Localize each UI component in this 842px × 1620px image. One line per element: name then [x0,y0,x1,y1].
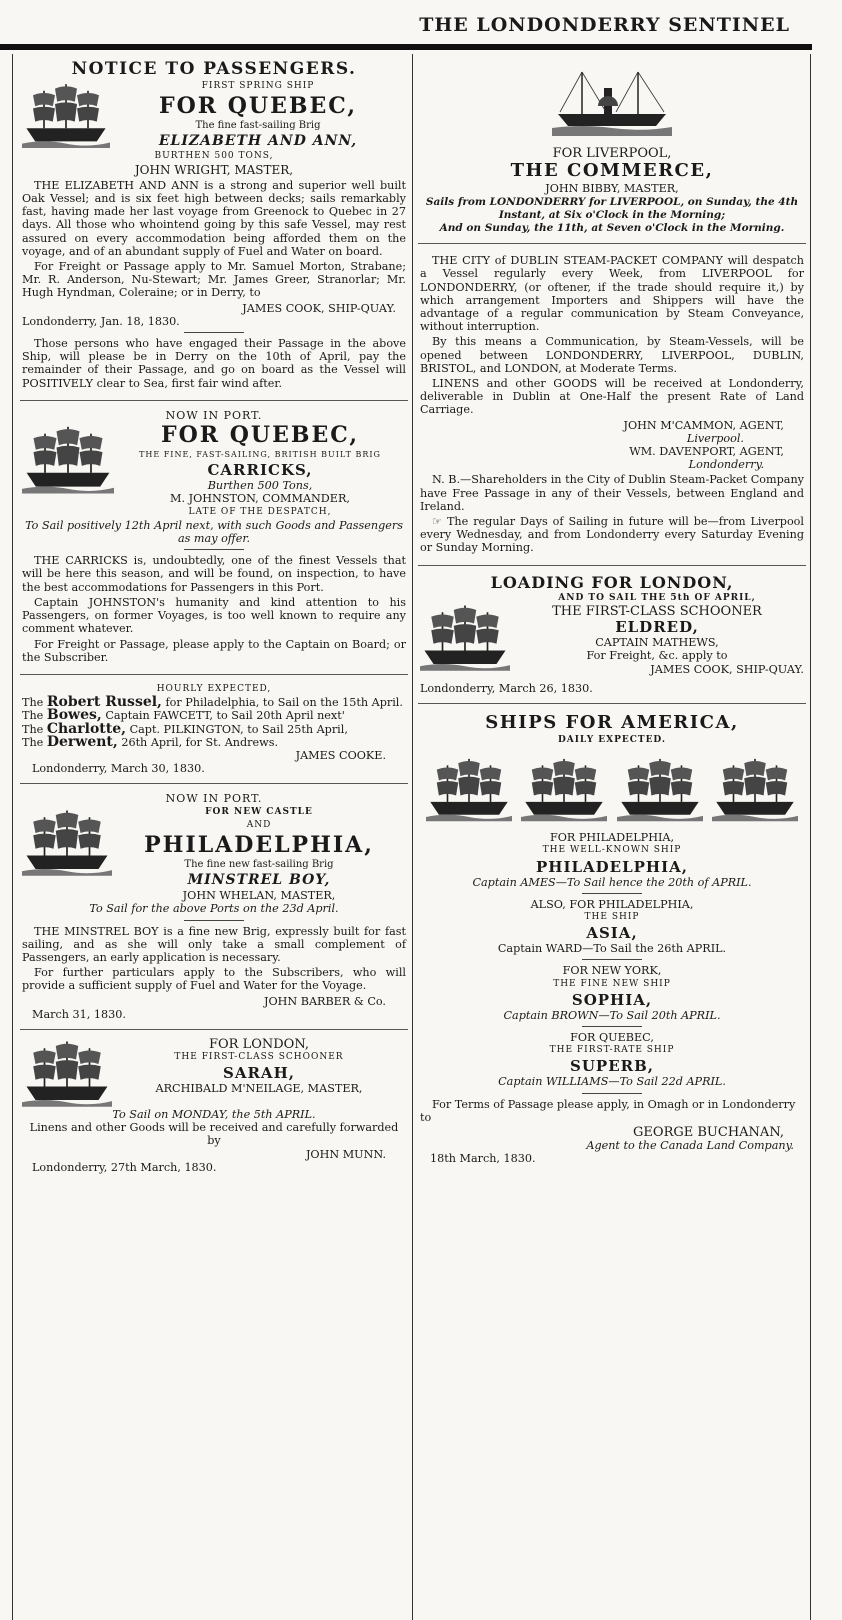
short-rule [582,1026,642,1027]
ad-date: Londonderry, Jan. 18, 1830. [22,314,180,328]
separator [20,674,408,675]
ad-elizabeth-and-ann [20,54,408,396]
ad-body: THE CARRICKS is, undoubtedly, one of the finest Vessels that will be here this season, and will be found, on inspection, to have the best accommodations for Passengers in this Port. [22,554,406,594]
article: The [22,709,44,723]
separator [418,243,806,244]
separator [418,565,806,566]
sailing-ship-icon [420,592,510,682]
ad-date: 18th March, 1830. [430,1152,536,1166]
ad-nb: N. B.—Shareholders in the City of Dublin Steam-Packet Company have Free Passage in any of their Vessels, between England and Ireland. [420,473,804,513]
ad-agent: JAMES COOK, SHIP-QUAY. [242,301,396,315]
ad-agent: WM. DAVENPORT, AGENT, [629,445,784,459]
ad-ship-name: THE COMMERCE, [510,160,714,182]
ad-destination: FOR LIVERPOOL, [552,146,672,162]
ad-description: THE FIRST-CLASS SCHOONER [174,1052,344,1063]
ad-body: Captain JOHNSTON's humanity and kind attention to his Passengers, on former Voyages, is too well known to require any comment whatever. [22,595,406,636]
masthead-rule [0,44,812,50]
ad-sail: And on Sunday, the 11th, at Seven o'Clock in the Morning. [439,222,785,235]
steamship-icon [552,58,672,144]
ad-carricks [20,405,408,670]
ad-description: The fine new fast-sailing Brig [184,858,334,870]
ad-description: THE SHIP [584,911,640,922]
ad-ship-name: SUPERB, [570,1057,654,1076]
ad-destination: ALSO, FOR PHILADELPHIA, [530,897,694,911]
separator [20,1029,408,1030]
ad-agent-title: Agent to the Canada Land Company. [586,1139,794,1153]
ad-agent: JAMES COOKE. [295,748,386,762]
short-rule [582,893,642,894]
ad-date: Londonderry, March 26, 1830. [420,681,593,695]
ad-destination: FOR QUEBEC, [161,422,359,449]
ad-destination: FOR QUEBEC, [570,1030,654,1044]
ad-days-text: The regular Days of Sailing in future will be—from Liverpool every Wednesday, and from Londonderry every Saturday Evening or Sunday Morning. [420,515,804,555]
ad-terms: For Terms of Passage please apply, in Omagh or in Londonderry to [420,1097,796,1124]
ad-header: HOURLY EXPECTED, [156,683,272,694]
ad-header: SHIPS FOR AMERICA, [485,711,739,733]
ad-ship-name: MINSTREL BOY, [187,872,331,889]
ad-description: THE FINE, FAST-SAILING, BRITISH BUILT BRIG [139,450,381,460]
ship-illustrations [420,747,804,831]
ad-agent-location: Liverpool. [686,431,744,445]
ship-details: Captain FAWCETT, to Sail 20th April next' [105,709,345,723]
ad-sail: To Sail positively 12th April next, with such Goods and Passengers as may offer. [25,518,403,546]
sailing-ship-icon [426,751,512,827]
ad-ship-name: SARAH, [223,1064,295,1083]
ship-details: 26th April, for St. Andrews. [121,735,279,749]
ad-dublin-steam-packet [418,248,806,560]
ad-subheader: DAILY EXPECTED. [557,734,667,745]
ad-eldred [418,570,806,699]
ad-body: THE CITY of DUBLIN STEAM-PACKET COMPANY will despatch a Vessel regularly every Week, from LIVERPOOL for LONDONDERRY, (or oftener, if the trade should require it,) by which arrangement Importers and Shippers will have the advantage of a regular communication by Steam Conveyance, without interruption. [420,254,804,334]
ad-master: JOHN WRIGHT, MASTER, [134,162,294,177]
sailing-ship-icon [521,751,607,827]
ad-ship-name: ELIZABETH AND ANN, [158,133,358,150]
ad-destination: FOR NEW CASTLE [205,806,313,817]
sailing-ship-icon [22,806,112,878]
ad-apply: For Freight, &c. apply to [586,649,728,663]
article: The [22,722,44,736]
ad-date: March 31, 1830. [32,1007,126,1021]
ad-description: THE FIRST-RATE SHIP [549,1045,675,1056]
ad-sail: To Sail on MONDAY, the 5th APRIL. [112,1107,316,1121]
ad-commerce [418,54,806,239]
ad-body: For further particulars apply to the Subscribers, who will provide a sufficient supply of Fuel and Water for the Voyage. [22,966,406,993]
ad-description: The fine fast-sailing Brig [195,120,321,132]
separator [20,783,408,784]
ad-body: Linens and other Goods will be received and carefully forwarded by [29,1121,399,1148]
ad-subheader: AND TO SAIL THE 5th OF APRIL, [558,592,756,603]
ad-date: Londonderry, March 30, 1830. [32,762,205,776]
masthead [0,0,812,40]
ship-details: Capt. PILKINGTON, to Sail 25th April, [129,722,348,736]
ad-and: AND [246,819,272,830]
ad-sail: Captain WILLIAMS—To Sail 22d APRIL. [498,1075,726,1089]
sailing-ship-icon [617,751,703,827]
ad-burthen: Burthen 500 Tons, [207,479,313,493]
separator [418,703,806,704]
ad-sail: Sails from LONDONDERRY for LIVERPOOL, on Sunday, the 4th Instant, at Six o'Clock in the Morning; [425,195,799,221]
ad-sail: To Sail for the above Ports on the 23d April. [89,902,339,916]
ship-name: Robert Russel, [46,694,162,711]
ad-master: JOHN BIBBY, MASTER, [545,182,679,196]
masthead-title: THE LONDONDERRY SENTINEL [419,14,790,36]
ad-master: CAPTAIN MATHEWS, [595,636,719,650]
separator [20,400,408,401]
sailing-ship-icon [22,1038,112,1108]
ad-sail: Captain BROWN—To Sail 20th APRIL. [503,1008,721,1022]
short-rule [582,959,642,960]
ad-sarah [20,1034,408,1178]
ad-description: THE FINE NEW SHIP [553,978,671,989]
sailing-ship-icon [22,80,110,150]
ad-body: THE ELIZABETH AND ANN is a strong and superior well built Oak Vessel; and is six feet high between decks; sails remarkably fast, having made her last voyage from Greenock to Quebec in 27 days. All those who whointend going by this safe Vessel, may rest assured on every accommodation being afforded them on the voyage, and of an abundant supply of Fuel and Water on board. [22,178,406,258]
right-border [810,54,811,1620]
ad-hourly-expected [20,679,408,779]
ad-burthen: BURTHEN 500 TONS, [154,151,274,162]
ad-agent: JAMES COOK, SHIP-QUAY. [650,662,804,676]
pointing-hand-icon: ☞ [432,515,443,529]
ad-sail: Captain WARD—To Sail the 26th APRIL. [497,942,727,956]
ad-destination: FOR LONDON, [208,1036,310,1052]
ad-ships-for-america [418,708,806,1170]
ad-master: JOHN WHELAN, MASTER, [182,889,336,903]
ad-port: NOW IN PORT. [165,408,263,422]
ad-destination: FOR QUEBEC, [159,93,357,120]
article: The [22,735,44,749]
ad-header: LOADING FOR LONDON, [490,572,734,592]
ship-name: Derwent, [46,733,118,750]
ad-ship-name: PHILADELPHIA, [536,857,688,876]
ship-details: for Philadelphia, to Sail on the 15th April. [165,696,403,710]
ad-late: LATE OF THE DESPATCH, [188,506,332,517]
ad-days [420,515,804,555]
ad-ship-name: CARRICKS, [207,461,313,480]
ad-agent: JOHN MUNN. [305,1147,386,1161]
ad-destination: FOR NEW YORK, [562,964,662,978]
article: The [22,696,44,710]
left-border [12,54,13,1620]
right-column [418,54,806,1620]
ad-destination: PHILADELPHIA, [144,831,374,858]
expected-ship-line [22,733,406,750]
ship-name: Bowes, [46,707,102,724]
left-column [20,54,408,1620]
ad-agent: GEORGE BUCHANAN, [633,1124,784,1140]
ad-ship-name: ELDRED, [615,618,699,637]
ad-notice: Those persons who have engaged their Passage in the above Ship, will please be in Derry on the 10th of April, pay the remainder of their Passage, and go on board as the Vessel will POSITIVELY clear to Sea, first fair wind after. [22,337,406,390]
ad-port: NOW IN PORT. [165,792,263,806]
ad-header: NOTICE TO PASSENGERS. [71,59,357,79]
ad-ship-name: SOPHIA, [571,990,653,1009]
ad-body: THE MINSTREL BOY is a fine new Brig, expressly built for fast sailing, and as she will only take a small complement of Passengers, an early application is necessary. [22,924,406,964]
ad-description: THE FIRST-CLASS SCHOONER [552,603,762,619]
ad-agent: JOHN M'CAMMON, AGENT, [623,418,784,432]
sailing-ship-icon [22,422,114,496]
ad-master: ARCHIBALD M'NEILAGE, MASTER, [155,1082,363,1096]
ad-destination: FOR PHILADELPHIA, [549,831,675,845]
ad-agent-location: Londonderry. [688,458,764,472]
column-divider [412,54,413,1620]
ad-body: For Freight or Passage apply to Mr. Samuel Morton, Strabane; Mr. R. Anderson, Nu-Stewart; Mr. James Greer, Stranorlar; Mr. Hugh Hyndman, Coleraine; or in Derry, to [22,260,406,300]
ad-body: For Freight or Passage, please apply to the Captain on Board; or the Subscriber. [22,637,406,664]
short-rule [184,332,244,333]
ad-agent: JOHN BARBER & Co. [263,994,386,1008]
ad-body: LINENS and other GOODS will be received at Londonderry, deliverable in Dublin at One-Half the present Rate of Land Carriage. [420,377,804,417]
ad-first: FIRST SPRING SHIP [201,81,315,91]
short-rule [184,549,244,550]
ad-master: M. JOHNSTON, COMMANDER, [170,492,350,506]
short-rule [582,1093,642,1094]
sailing-ship-icon [712,751,798,827]
ship-name: Charlotte, [46,720,126,737]
ad-ship-name: ASIA, [586,924,638,943]
ad-body: By this means a Communication, by Steam-Vessels, will be opened between LONDONDERRY, LIVERPOOL, DUBLIN, BRISTOL, and LONDON, at Moderate Terms. [420,335,804,375]
ad-date: Londonderry, 27th March, 1830. [32,1160,217,1174]
short-rule [184,920,244,921]
ad-description: THE WELL-KNOWN SHIP [542,845,682,856]
ad-sail: Captain AMES—To Sail hence the 20th of APRIL. [472,875,752,889]
ad-minstrel-boy [20,788,408,1025]
